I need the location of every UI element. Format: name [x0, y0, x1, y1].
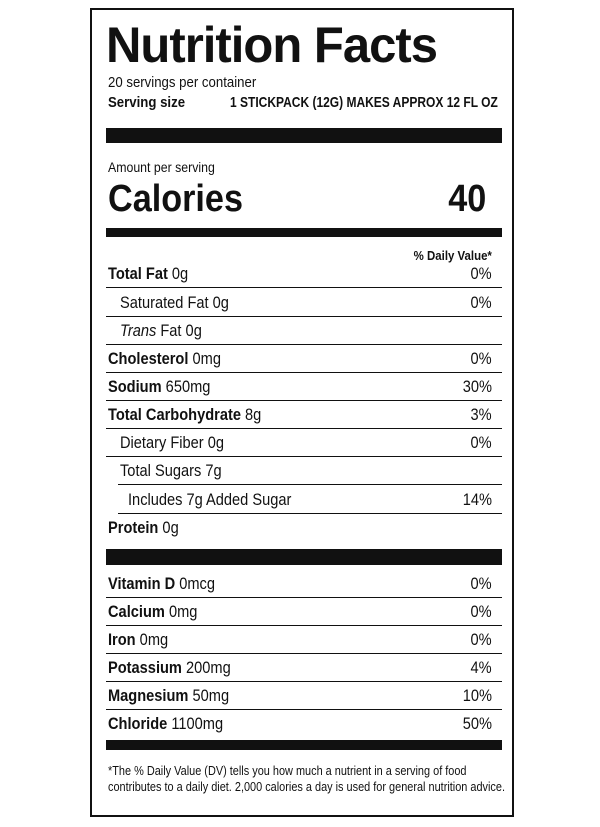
vitamin-dv: 0%	[470, 574, 492, 593]
vitamin-row-potassium	[106, 653, 502, 682]
calories-label: Calories	[108, 178, 243, 220]
vitamin-dv: 4%	[470, 658, 492, 677]
nutrient-amount: 0g	[171, 264, 189, 283]
nutrient-name: Dietary Fiber	[120, 433, 204, 452]
nutrient-row-cholesterol	[106, 344, 502, 373]
nutrient-amount: 8g	[245, 405, 262, 424]
thick-divider-calories	[106, 228, 502, 237]
nutrient-row-added-sugar	[118, 485, 502, 514]
daily-value-footnote: *The % Daily Value (DV) tells you how much a nutrient in a serving of food contributes to a daily diet. 2,000 calories a day is used for general nutrition advice.	[108, 763, 505, 794]
nutrient-row-saturated-fat	[106, 288, 502, 317]
thick-divider-vitamins	[106, 549, 502, 565]
vitamin-dv: 0%	[470, 630, 492, 649]
nutrient-dv: 0%	[470, 264, 492, 283]
vitamin-row-calcium	[106, 597, 502, 626]
nutrient-amount: 0mg	[192, 349, 221, 368]
vitamin-row-vitamin-d	[106, 569, 502, 598]
amount-per-serving: Amount per serving	[108, 159, 215, 175]
nutrition-facts-panel	[90, 8, 514, 817]
vitamin-amount: 200mg	[186, 658, 231, 677]
nutrient-row-protein	[106, 513, 502, 541]
vitamin-dv: 50%	[462, 714, 492, 733]
nutrition-facts-content	[106, 10, 505, 815]
thick-divider-top	[106, 128, 502, 143]
nutrient-name: Saturated Fat	[120, 293, 209, 312]
nutrient-name: Protein	[108, 518, 159, 537]
serving-size-label: Serving size	[108, 94, 186, 111]
nutrient-row-dietary-fiber	[106, 428, 502, 457]
vitamin-name: Iron	[108, 630, 136, 649]
nutrient-dv: 3%	[470, 405, 492, 424]
vitamin-name: Calcium	[108, 602, 165, 621]
daily-value-header: % Daily Value*	[413, 248, 492, 263]
label-title: Nutrition Facts	[106, 17, 438, 73]
nutrient-dv: 30%	[462, 377, 492, 396]
vitamin-amount: 0mg	[139, 630, 169, 649]
vitamin-dv: 10%	[462, 686, 492, 705]
vitamin-name: Magnesium	[108, 686, 189, 705]
nutrient-amount: 650mg	[165, 377, 211, 396]
vitamin-dv: 0%	[470, 602, 492, 621]
vitamin-name: Vitamin D	[108, 574, 176, 593]
calories-value: 40	[447, 178, 486, 220]
vitamin-row-chloride	[106, 709, 502, 737]
nutrient-name: Total Carbohydrate	[108, 405, 241, 424]
vitamin-name: Potassium	[108, 658, 182, 677]
nutrient-name: Includes 7g Added Sugar	[128, 490, 292, 509]
nutrient-amount: 0g	[162, 518, 179, 537]
nutrient-name-suffix: Fat	[160, 321, 182, 340]
nutrient-name: Cholesterol	[108, 349, 189, 368]
nutrient-row-sodium	[106, 372, 502, 401]
nutrient-row-total-sugars	[118, 456, 502, 485]
nutrient-row-total-carbohydrate	[106, 400, 502, 429]
nutrient-name: Total Sugars	[120, 461, 202, 480]
vitamin-amount: 50mg	[192, 686, 230, 705]
servings-per-container: 20 servings per container	[108, 74, 257, 91]
vitamin-amount: 1100mg	[171, 714, 224, 733]
nutrient-dv: 14%	[462, 490, 492, 509]
nutrient-dv: 0%	[470, 349, 492, 368]
nutrient-name: Trans	[120, 321, 157, 340]
nutrient-name: Sodium	[108, 377, 162, 396]
vitamin-row-magnesium	[106, 681, 502, 710]
vitamin-row-iron	[106, 625, 502, 654]
nutrient-name: Total Fat	[108, 264, 168, 283]
serving-size-value: 1 STICKPACK (12G) MAKES APPROX 12 FL OZ	[230, 94, 498, 111]
nutrient-dv: 0%	[470, 293, 492, 312]
vitamin-amount: 0mg	[168, 602, 198, 621]
nutrient-dv: 0%	[470, 433, 492, 452]
nutrient-amount: 0g	[212, 293, 229, 312]
thick-divider-footnote	[106, 740, 502, 750]
nutrient-amount: 0g	[185, 321, 202, 340]
nutrient-row-total-fat	[106, 259, 502, 288]
nutrient-amount: 7g	[205, 461, 222, 480]
nutrient-amount: 0g	[207, 433, 225, 452]
nutrient-row-trans-fat	[106, 316, 502, 345]
vitamin-name: Chloride	[108, 714, 168, 733]
vitamin-amount: 0mcg	[179, 574, 215, 593]
